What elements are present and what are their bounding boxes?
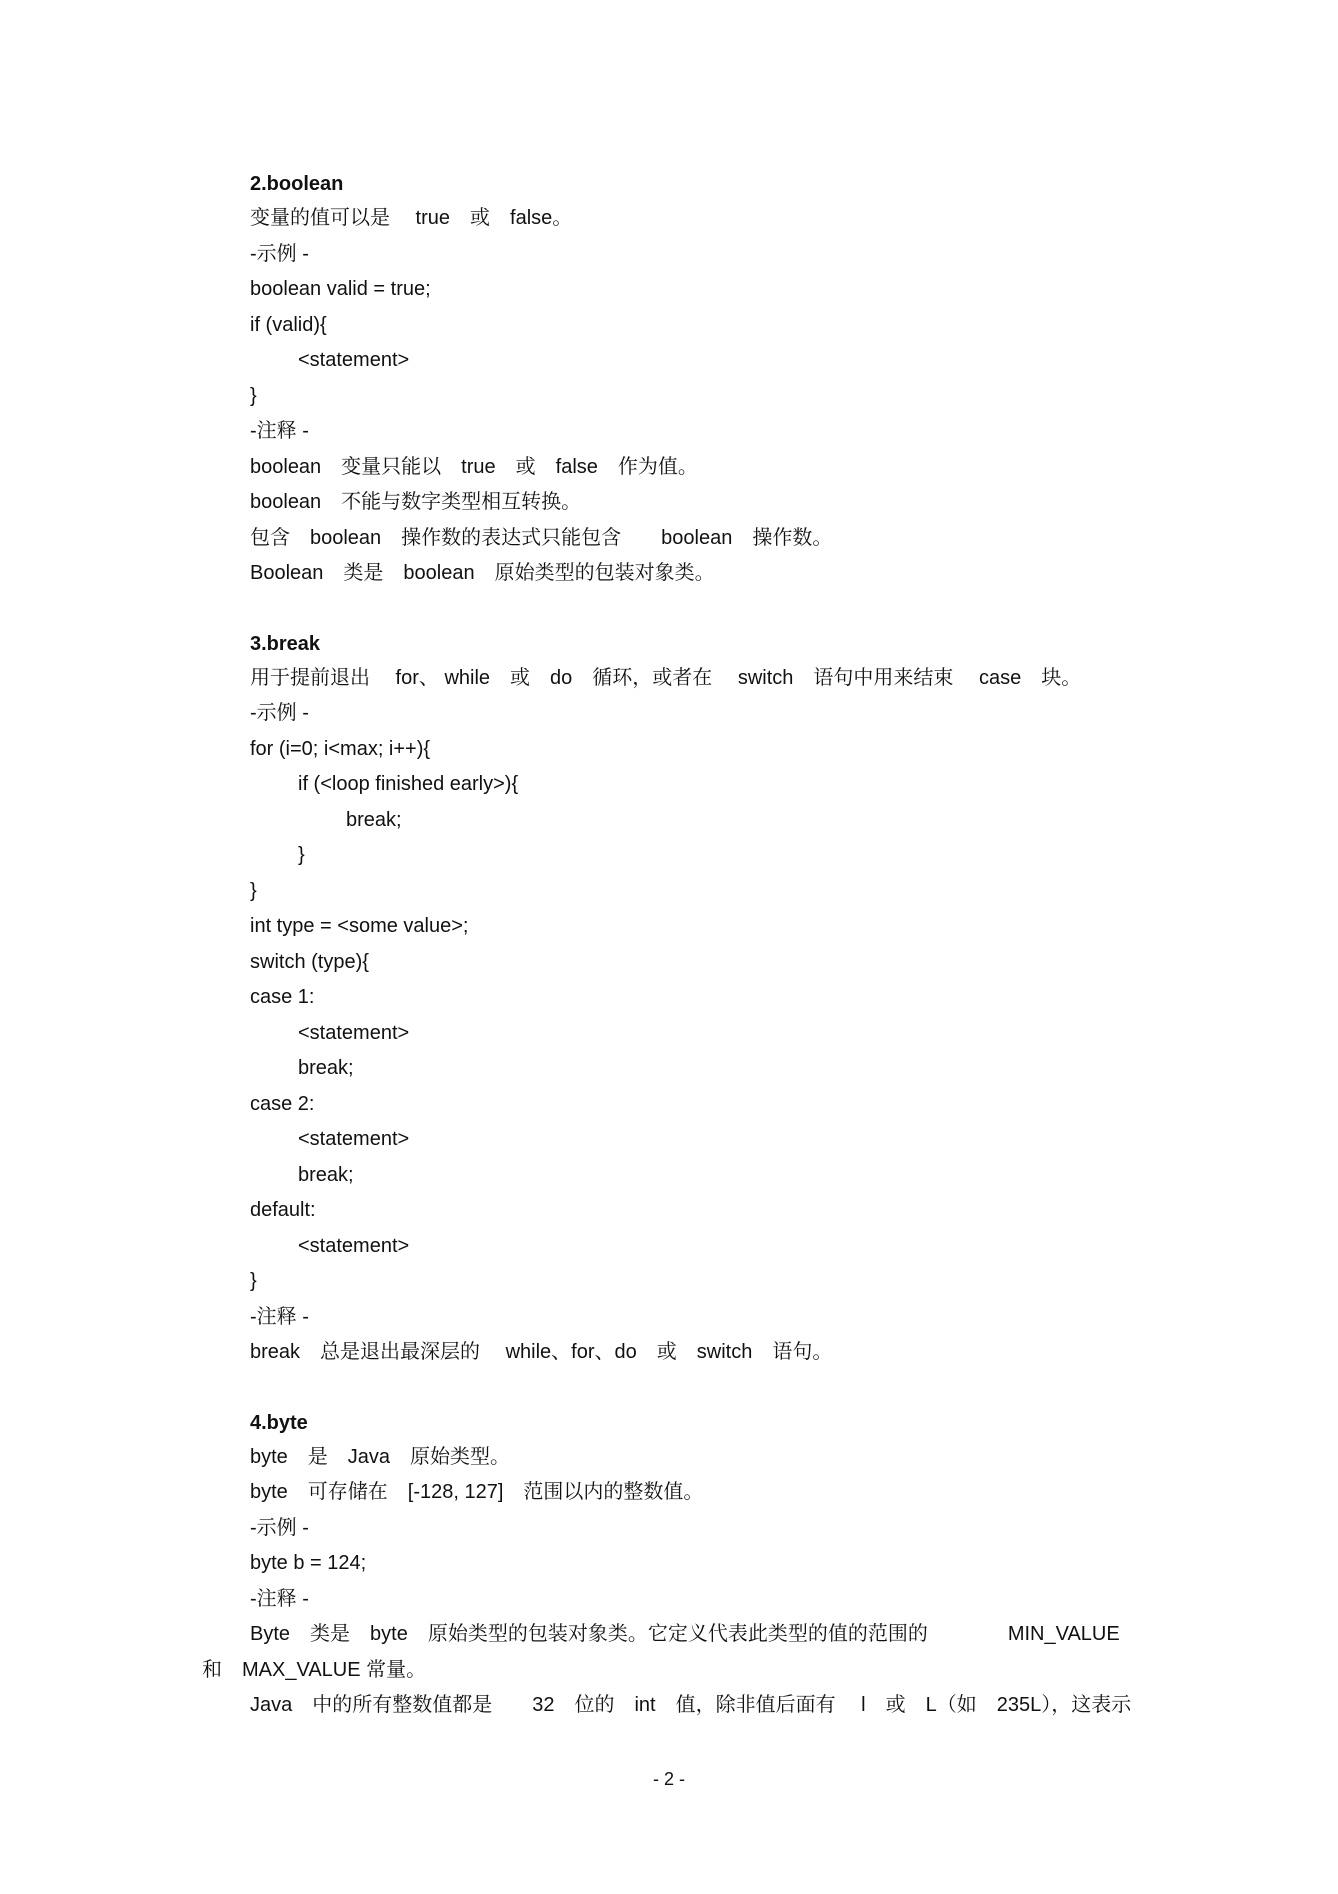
text-line: boolean valid = true; (250, 278, 431, 300)
text-line: break; (298, 1163, 354, 1186)
text-line: } (250, 384, 257, 407)
document-body (202, 168, 1150, 1760)
text-line: 包含 boolean 操作数的表达式只能包含 boolean 操作数。 (250, 526, 833, 549)
text-line: boolean 变量只能以 true 或 false 作为值。 (250, 455, 698, 478)
text-line: byte 可存储在 [-128, 127] 范围以内的整数值。 (250, 1481, 704, 1503)
text-line: break; (346, 808, 402, 831)
text-line: -示例 - (250, 242, 309, 265)
text-line: Java 中的所有整数值都是 32 位的 int 值，除非值后面有 l 或 L（如 235L），这表示 (250, 1694, 1132, 1716)
text-line: for (i=0; i<max; i++){ (250, 737, 431, 760)
section (202, 1407, 1150, 1724)
text-line: case 2: (250, 1092, 315, 1115)
text-line: 变量的值可以是 true 或 false。 (250, 207, 573, 229)
section (250, 628, 1150, 1371)
text-line: <statement> (298, 1234, 410, 1257)
text-line: -示例 - (250, 702, 309, 724)
text-line: } (250, 879, 257, 902)
text-line: -注释 - (250, 1305, 309, 1328)
section-heading: 2.boolean (250, 173, 344, 195)
text-line: case 1: (250, 986, 315, 1008)
text-line: <statement> (298, 349, 410, 371)
page-number: - 2 - (652, 1769, 685, 1789)
text-line: byte 是 Java 原始类型。 (250, 1445, 511, 1468)
text-line: <statement> (298, 1128, 410, 1150)
text-line: boolean 不能与数字类型相互转换。 (250, 491, 582, 513)
text-line: Byte 类是 byte 原始类型的包装对象类。它定义代表此类型的值的范围的 MIN_VALUE (250, 1623, 1120, 1645)
text-line: -注释 - (250, 1587, 309, 1610)
text-line: switch (type){ (250, 950, 369, 973)
text-line: 和 MAX_VALUE 常量。 (202, 1658, 427, 1681)
text-line: break; (298, 1057, 354, 1079)
text-line: } (298, 844, 305, 866)
section (250, 168, 1150, 592)
section-heading: 3.break (250, 632, 321, 655)
text-line: } (250, 1270, 257, 1292)
text-line: if (<loop finished early>){ (298, 773, 519, 795)
text-line: byte b = 124; (250, 1552, 367, 1574)
text-line: <statement> (298, 1021, 410, 1044)
section-heading: 4.byte (250, 1411, 308, 1434)
text-line: Boolean 类是 boolean 原始类型的包装对象类。 (250, 562, 715, 584)
text-line: -注释 - (250, 420, 309, 442)
text-line: break 总是退出最深层的 while、for、do 或 switch 语句。 (250, 1341, 833, 1363)
text-line: -示例 - (250, 1516, 309, 1539)
text-line: default: (250, 1199, 316, 1221)
text-line: 用于提前退出 for、 while 或 do 循环，或者在 switch 语句中用来结束 case 块。 (250, 666, 1082, 689)
text-line: int type = <some value>; (250, 915, 469, 937)
text-line: if (valid){ (250, 313, 327, 336)
